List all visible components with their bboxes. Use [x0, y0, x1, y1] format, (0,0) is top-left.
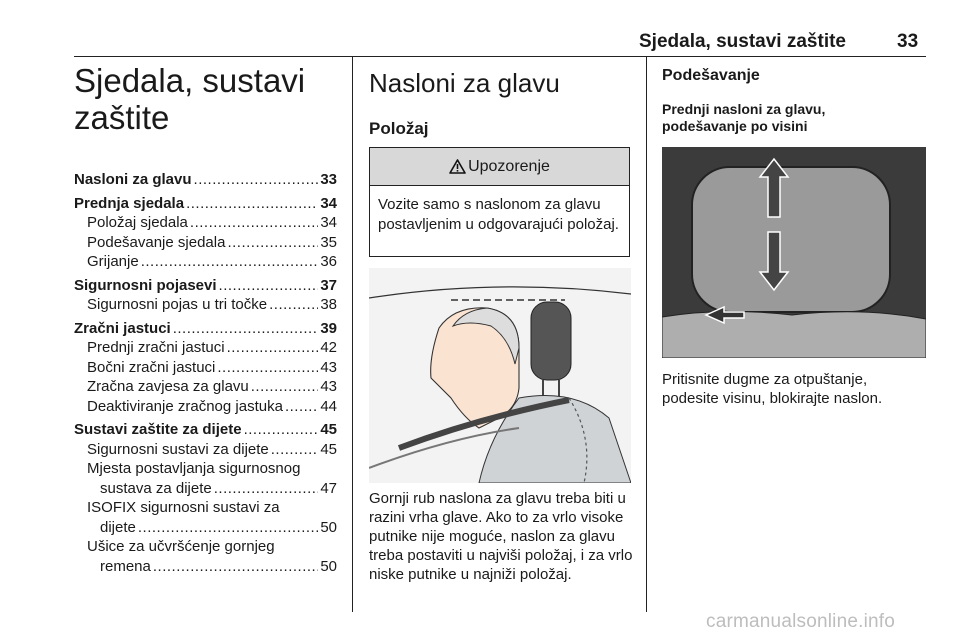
- toc-entry-title: Deaktiviranje zračnog jastuka: [87, 397, 283, 415]
- toc-page-number: 50: [320, 518, 337, 536]
- toc-chapter-entry[interactable]: [74, 319, 337, 339]
- toc-entry[interactable]: [74, 252, 337, 272]
- figure-caption: Gornji rub naslona za glavu treba biti u razini vrha glave. Ako to za vrlo visoke putnike nije moguće, naslon za glavu treba postaviti u najviši položaj, i za vrlo niske putnike u najniži položaj.: [369, 490, 633, 583]
- column-divider: [646, 57, 647, 612]
- chapter-title: Sjedala, sustavi zaštite: [74, 62, 306, 136]
- toc-dot-leader: [269, 295, 318, 315]
- toc-entry-title: sustava za dijete: [100, 479, 212, 497]
- warning-heading-text: Upozorenje: [468, 157, 550, 175]
- toc-entry-title: remena: [100, 557, 151, 575]
- toc-entry[interactable]: [74, 377, 337, 397]
- toc-dot-leader: [173, 319, 319, 339]
- toc-page-number: 34: [320, 214, 337, 231]
- page-number: 33: [897, 31, 919, 52]
- toc-page-number: 34: [320, 194, 337, 212]
- toc-entry[interactable]: [74, 295, 337, 315]
- toc-entry-title: Podešavanje sjedala: [87, 233, 226, 251]
- toc-page-number: 43: [320, 378, 337, 395]
- toc-entry[interactable]: [74, 440, 337, 460]
- toc-entry-title: Zračni jastuci: [74, 319, 171, 337]
- toc-dot-leader: [190, 213, 318, 233]
- column-divider: [352, 57, 353, 612]
- toc-entry-title: Ušice za učvršćenje gornjeg: [87, 538, 275, 555]
- toc-entry[interactable]: [74, 338, 337, 358]
- toc-entry-title: Bočni zračni jastuci: [87, 358, 216, 376]
- toc-entry-title: ISOFIX sigurnosni sustavi za: [87, 499, 280, 516]
- toc-page-number: 43: [320, 358, 337, 376]
- toc-dot-leader: [227, 338, 319, 358]
- toc-page-number: 45: [320, 440, 337, 458]
- warning-heading: [370, 148, 629, 186]
- toc-dot-leader: [141, 252, 319, 272]
- toc-entry-title: Grijanje: [87, 253, 139, 270]
- toc-entry[interactable]: [74, 233, 337, 253]
- adjustment-title: Podešavanje: [662, 67, 760, 84]
- toc-page-number: 45: [320, 421, 337, 438]
- toc-entry[interactable]: [74, 537, 337, 557]
- toc-chapter-entry[interactable]: [74, 420, 337, 440]
- section-subtitle: Položaj: [369, 119, 429, 138]
- section-title: Nasloni za glavu: [369, 68, 560, 98]
- toc-page-number: 44: [320, 397, 337, 415]
- toc-dot-leader: [214, 479, 319, 499]
- toc-entry-title: Sigurnosni pojasevi: [74, 276, 217, 294]
- toc-dot-leader: [138, 518, 318, 538]
- toc-entry[interactable]: [74, 557, 337, 577]
- toc-page-number: 37: [320, 276, 337, 294]
- head-restraint-adjustment-illustration: [662, 147, 926, 358]
- toc-page-number: 50: [320, 557, 337, 575]
- toc-entry-title: Mjesta postavljanja sigurnosnog: [87, 460, 301, 477]
- toc-dot-leader: [285, 397, 318, 417]
- toc-entry[interactable]: [74, 498, 337, 518]
- table-of-contents: [74, 170, 337, 576]
- warning-triangle-icon: [449, 159, 466, 174]
- toc-entry-title: Sigurnosni sustavi za dijete: [87, 440, 269, 458]
- toc-chapter-entry[interactable]: [74, 170, 337, 190]
- toc-page-number: 35: [320, 233, 337, 251]
- toc-entry[interactable]: [74, 479, 337, 499]
- toc-dot-leader: [194, 170, 319, 190]
- toc-entry-title: Sigurnosni pojas u tri točke: [87, 296, 268, 313]
- toc-page-number: 38: [320, 296, 337, 313]
- toc-entry[interactable]: [74, 397, 337, 417]
- warning-text: Vozite samo s naslonom za glavu postavljenim u odgovarajući položaj.: [378, 196, 619, 233]
- adjustment-subtitle: Prednji nasloni za glavu, podešavanje po visini: [662, 101, 826, 134]
- toc-entry-title: dijete: [100, 518, 136, 536]
- toc-entry-title: Prednji zračni jastuci: [87, 339, 225, 356]
- toc-entry-title: Zračna zavjesa za glavu: [87, 378, 249, 395]
- toc-page-number: 33: [320, 171, 337, 188]
- toc-dot-leader: [217, 358, 318, 378]
- toc-dot-leader: [244, 420, 319, 440]
- header-rule: [74, 56, 926, 57]
- toc-page-number: 47: [320, 479, 337, 497]
- toc-chapter-entry[interactable]: [74, 276, 337, 296]
- toc-entry[interactable]: [74, 518, 337, 538]
- toc-entry-title: Prednja sjedala: [74, 194, 185, 212]
- toc-entry[interactable]: [74, 213, 337, 233]
- toc-dot-leader: [153, 557, 318, 577]
- toc-entry[interactable]: [74, 358, 337, 378]
- toc-page-number: 42: [320, 339, 337, 356]
- toc-dot-leader: [227, 233, 318, 253]
- toc-dot-leader: [251, 377, 319, 397]
- head-restraint-position-illustration: [369, 268, 631, 483]
- adjustment-caption: Pritisnite dugme za otpuštanje, podesite visinu, blokirajte naslon.: [662, 371, 883, 407]
- toc-dot-leader: [271, 440, 319, 460]
- toc-entry-title: Položaj sjedala: [87, 214, 188, 231]
- toc-page-number: 39: [320, 319, 337, 337]
- warning-box: [369, 147, 630, 257]
- toc-dot-leader: [219, 276, 319, 296]
- toc-chapter-entry[interactable]: [74, 194, 337, 214]
- toc-entry-title: Sustavi zaštite za dijete: [74, 421, 242, 438]
- toc-entry[interactable]: [74, 459, 337, 479]
- toc-page-number: 36: [320, 253, 337, 270]
- toc-entry-title: Nasloni za glavu: [74, 171, 192, 188]
- page-header-title: Sjedala, sustavi zaštite: [639, 31, 846, 52]
- watermark: carmanualsonline.info: [706, 611, 896, 632]
- toc-dot-leader: [186, 194, 318, 214]
